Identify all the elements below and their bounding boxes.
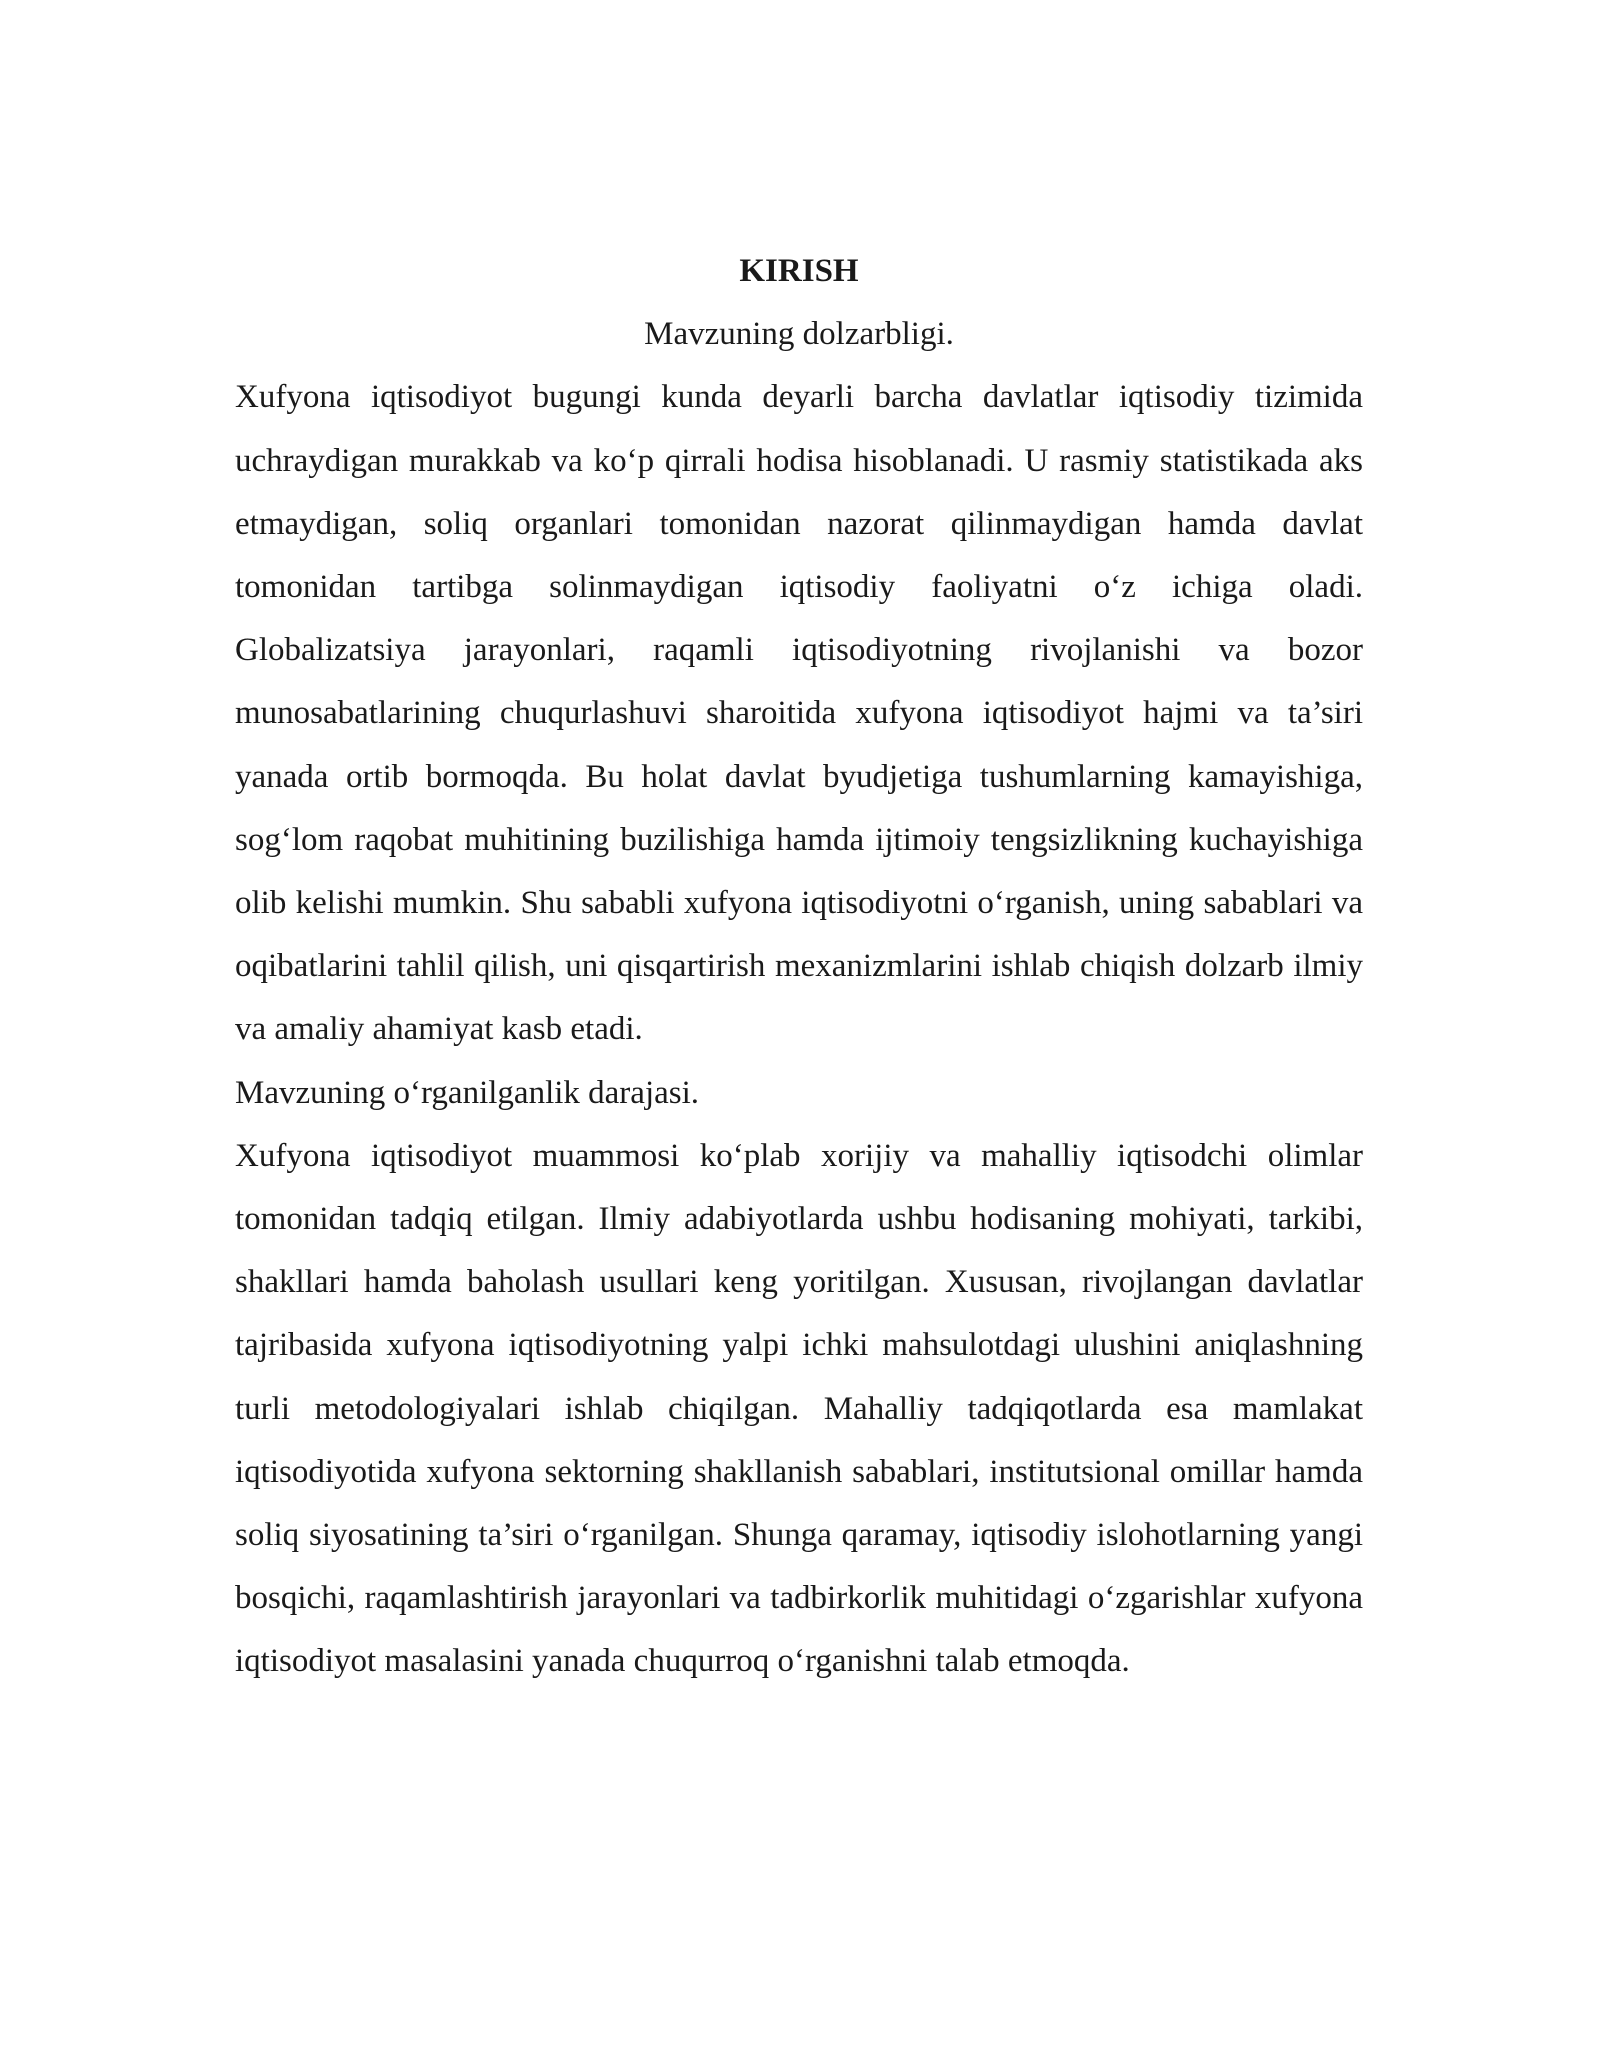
- document-body: [235, 240, 1363, 1694]
- paragraph-relevance: Xufyona iqtisodiyot bugungi kunda deyarli barcha davlatlar iqtisodiy tizimida uchraydigan murakkab va ko‘p qirrali hodisa hisoblanadi. U rasmiy statistikada aks etmaydigan, soliq organlari tomonidan nazorat qilinmaydigan hamda davlat tomonidan tartibga solinmaydigan iqtisodiy faoliyatni o‘z ichiga oladi. Globalizatsiya jarayonlari, raqamli iqtisodiyotning rivojlanishi va bozor munosabatlarining chuqurlashuvi sharoitida xufyona iqtisodiyot hajmi va ta’siri yanada ortib bormoqda. Bu holat davlat byudjetiga tushumlarning kamayishiga, sog‘lom raqobat muhitining buzilishiga hamda ijtimoiy tengsizlikning kuchayishiga olib kelishi mumkin. Shu sababli xufyona iqtisodiyotni o‘rganish, uning sabablari va oqibatlarini tahlil qilish, uni qisqartirish mexanizmlarini ishlab chiqish dolzarb ilmiy va amaliy ahamiyat kasb etadi.: [235, 379, 1363, 1048]
- page-title: KIRISH: [739, 253, 859, 289]
- paragraph-study-level: Xufyona iqtisodiyot muammosi ko‘plab xorijiy va mahalliy iqtisodchi olimlar tomonidan tadqiq etilgan. Ilmiy adabiyotlarda ushbu hodisaning mohiyati, tarkibi, shakllari hamda baholash usullari keng yoritilgan. Xususan, rivojlangan davlatlar tajribasida xufyona iqtisodiyotning yalpi ichki mahsulotdagi ulushini aniqlashning turli metodologiyalari ishlab chiqilgan. Mahalliy tadqiqotlarda esa mamlakat iqtisodiyotida xufyona sektorning shakllanish sabablari, institutsional omillar hamda soliq siyosatining ta’siri o‘rganilgan. Shunga qaramay, iqtisodiy islohotlarning yangi bosqichi, raqamlashtirish jarayonlari va tadbirkorlik muhitidagi o‘zgarishlar xufyona iqtisodiyot masalasini yanada chuqurroq o‘rganishni talab etmoqda.: [235, 1137, 1363, 1680]
- section-heading-study-level: Mavzuning o‘rganilganlik darajasi.: [235, 1074, 700, 1111]
- page-subtitle: Mavzuning dolzarbligi.: [644, 316, 954, 353]
